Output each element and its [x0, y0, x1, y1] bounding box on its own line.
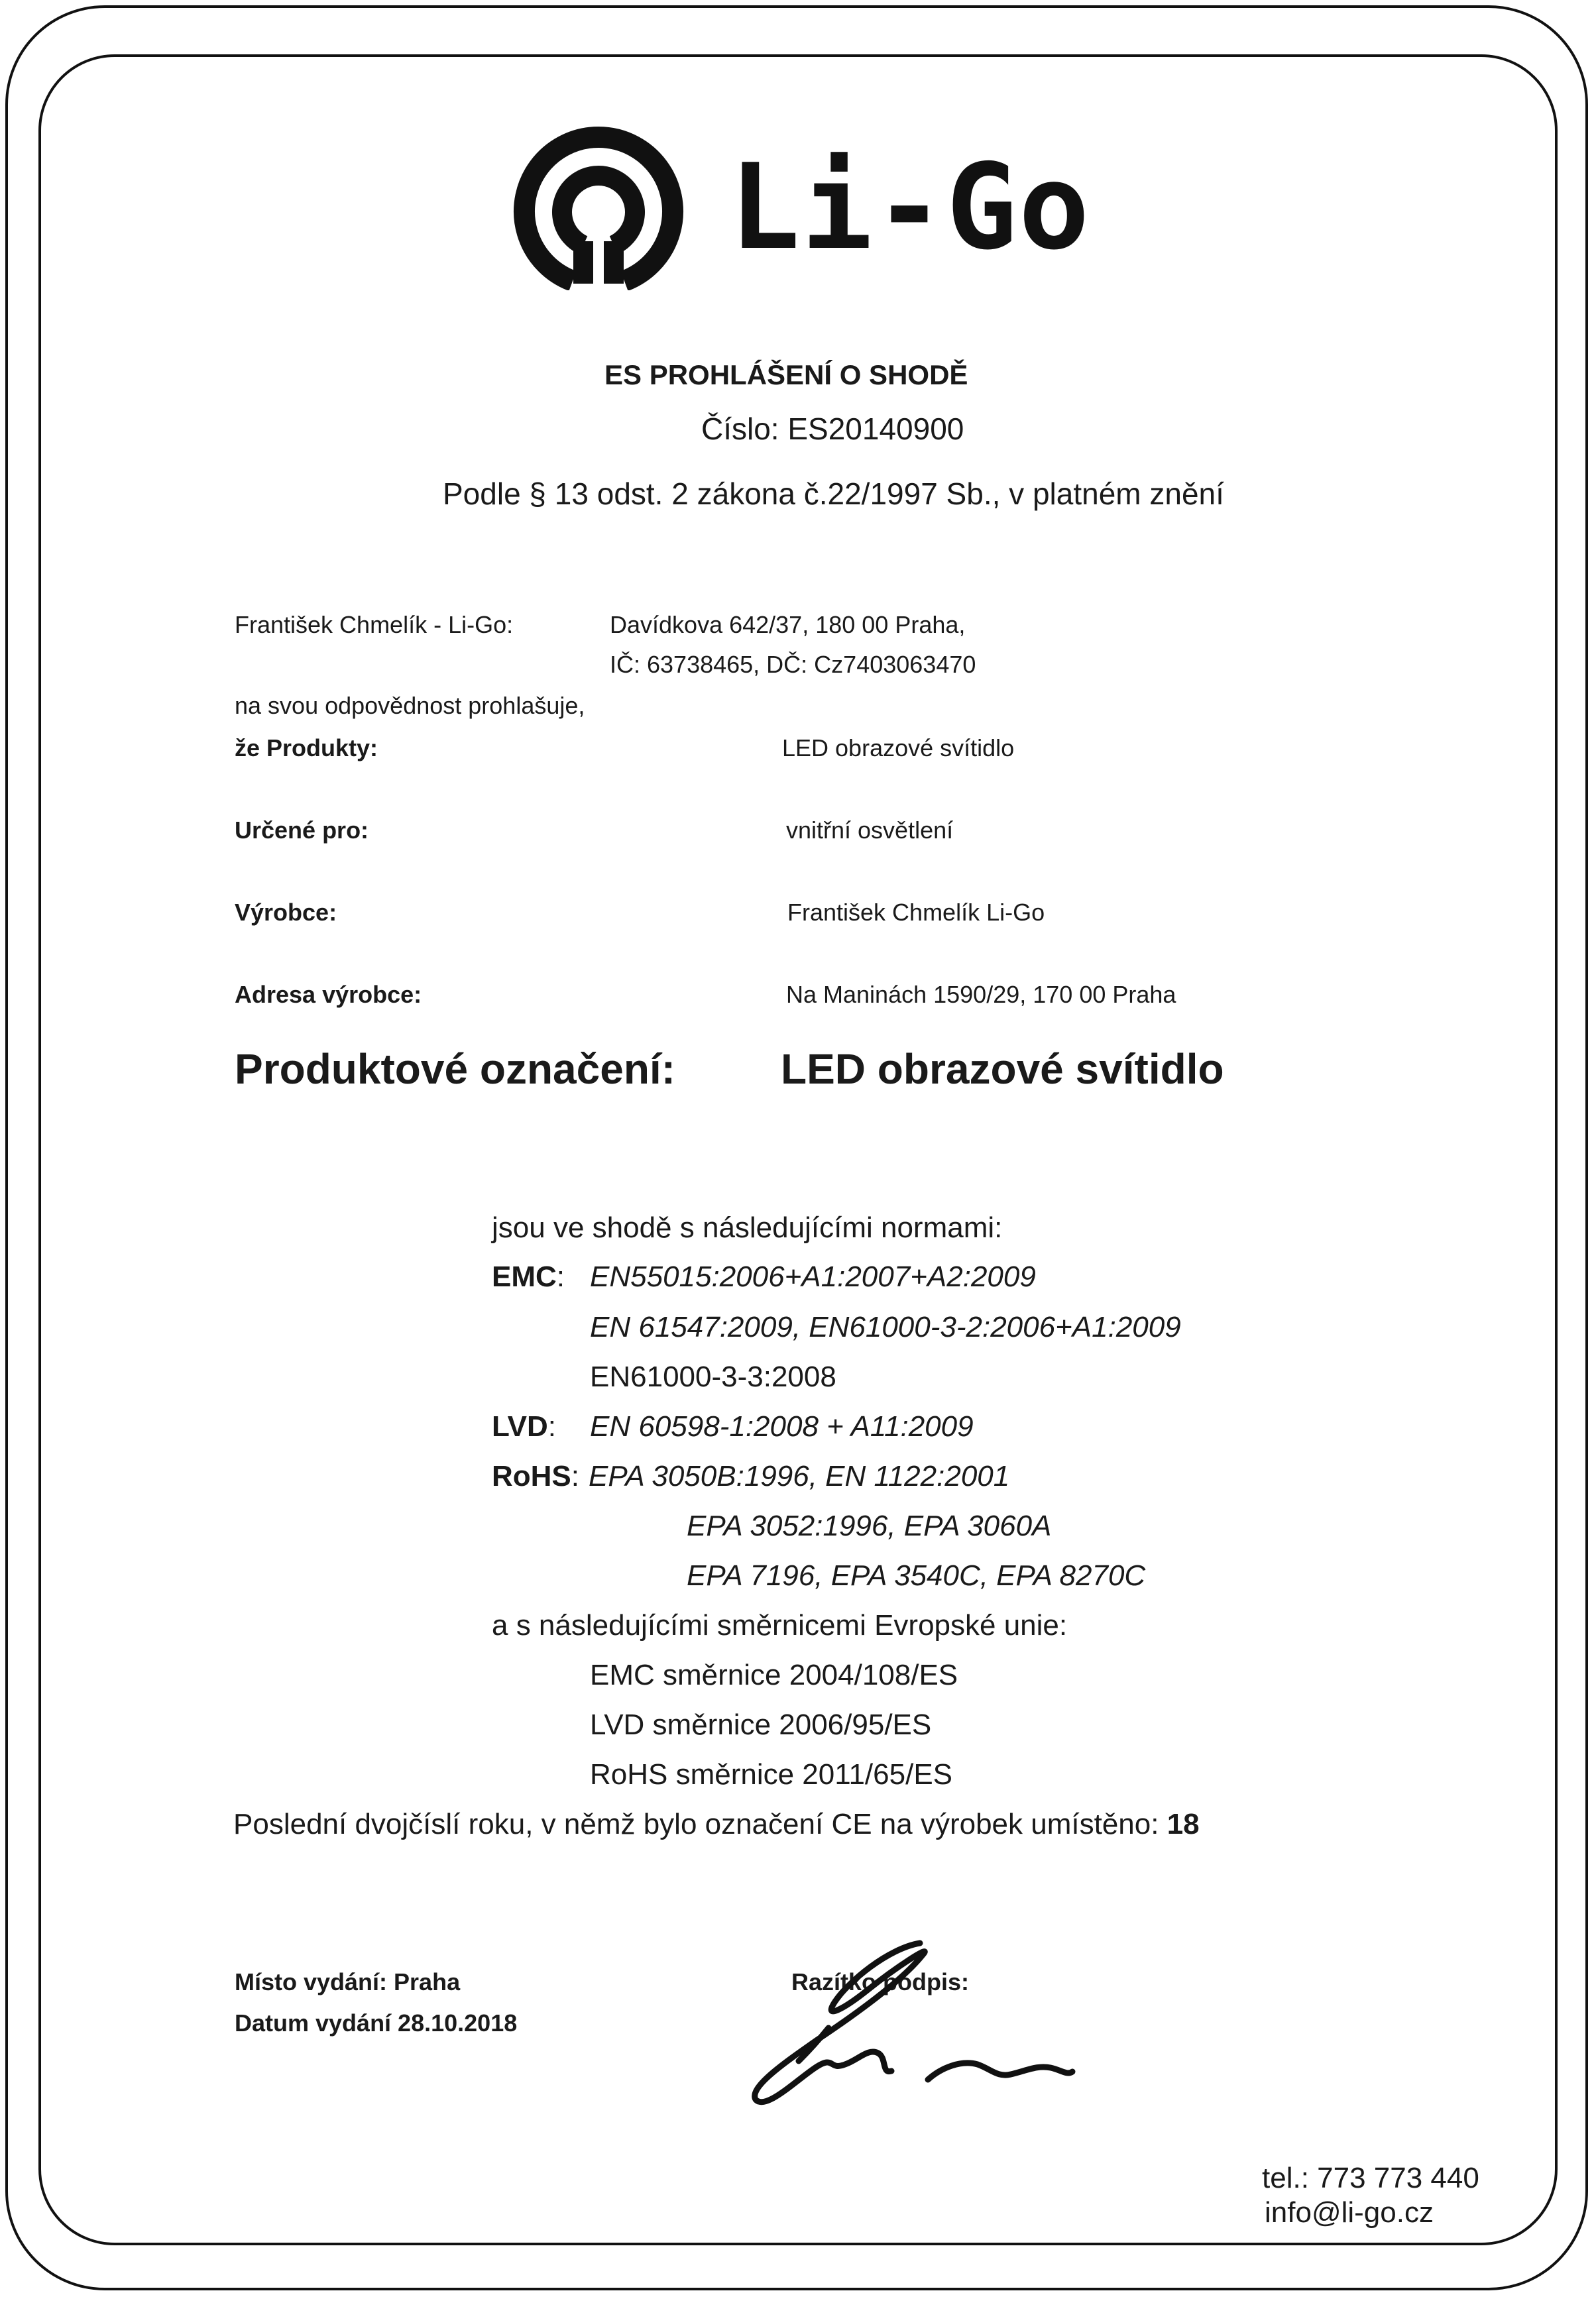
- issuer-address-line1: Davídkova 642/37, 180 00 Praha,: [610, 611, 966, 638]
- rohs-colon: :: [571, 1460, 580, 1492]
- lvd-standard-1: EN 60598-1:2008 + A11:2009: [590, 1410, 974, 1443]
- place-of-issue: Místo vydání: Praha: [235, 1968, 461, 1995]
- rohs-standard-1: EPA 3050B:1996, EN 1122:2001: [589, 1460, 1010, 1492]
- rohs-label-row: [492, 1460, 579, 1493]
- product-designation-label: Produktové označení:: [235, 1045, 675, 1093]
- ce-year-line: [233, 1808, 1200, 1841]
- directive-emc: EMC směrnice 2004/108/ES: [590, 1659, 958, 1691]
- rohs-standard-3: EPA 7196, EPA 3540C, EPA 8270C: [687, 1559, 1146, 1592]
- field-value-manufacturer-address: Na Maninách 1590/29, 170 00 Praha: [786, 981, 1176, 1008]
- lvd-label-row: [492, 1410, 556, 1443]
- emc-standard-3: EN61000-3-3:2008: [590, 1361, 836, 1393]
- rohs-standard-2: EPA 3052:1996, EPA 3060A: [687, 1510, 1052, 1542]
- issuer-declares: na svou odpovědnost prohlašuje,: [235, 692, 585, 719]
- issuer-address-line2: IČ: 63738465, DČ: Cz7403063470: [610, 651, 976, 678]
- issuer-name: František Chmelík - Li-Go:: [235, 611, 514, 638]
- emc-standard-1: EN55015:2006+A1:2007+A2:2009: [590, 1261, 1036, 1293]
- handwritten-signature: [736, 1929, 1087, 2114]
- field-label-intended-for: Určené pro:: [235, 816, 369, 844]
- logo-brand-text: Li-Go: [729, 139, 1091, 276]
- field-value-intended-for: vnitřní osvětlení: [786, 816, 954, 844]
- standards-intro: jsou ve shodě s následujícími normami:: [492, 1211, 1003, 1244]
- emc-label-row: [492, 1261, 565, 1294]
- ce-year-value: 18: [1167, 1808, 1200, 1840]
- contact-phone: tel.: 773 773 440: [1262, 2162, 1479, 2194]
- field-label-manufacturer: Výrobce:: [235, 899, 337, 926]
- lvd-colon: :: [547, 1410, 556, 1443]
- emc-label: EMC: [492, 1261, 557, 1293]
- contact-email: info@li-go.cz: [1265, 2196, 1434, 2229]
- rohs-label: RoHS: [492, 1460, 571, 1492]
- document-number: Číslo: ES20140900: [701, 412, 964, 446]
- product-designation-value: LED obrazové svítidlo: [781, 1045, 1224, 1093]
- field-label-manufacturer-address: Adresa výrobce:: [235, 981, 422, 1008]
- ce-year-text: Poslední dvojčíslí roku, v němž bylo označení CE na výrobek umístěno:: [233, 1808, 1159, 1840]
- date-of-issue: Datum vydání 28.10.2018: [235, 2009, 518, 2037]
- lvd-label: LVD: [492, 1410, 548, 1443]
- field-value-products: LED obrazové svítidlo: [782, 734, 1015, 761]
- field-value-manufacturer: František Chmelík Li-Go: [787, 899, 1045, 926]
- legal-basis: Podle § 13 odst. 2 zákona č.22/1997 Sb., v platném znění: [443, 476, 1224, 511]
- directives-intro: a s následujícími směrnicemi Evropské unie:: [492, 1609, 1068, 1642]
- directive-lvd: LVD směrnice 2006/95/ES: [590, 1709, 932, 1741]
- document-title: ES PROHLÁŠENÍ O SHODĚ: [604, 359, 968, 390]
- li-go-logo: [509, 125, 1091, 290]
- directive-rohs: RoHS směrnice 2011/65/ES: [590, 1758, 953, 1791]
- stamp-signature-label: Razítko podpis:: [791, 1968, 969, 1995]
- emc-standard-2: EN 61547:2009, EN61000-3-2:2006+A1:2009: [590, 1311, 1181, 1343]
- field-label-products: že Produkty:: [235, 734, 378, 761]
- emc-colon: :: [556, 1261, 565, 1293]
